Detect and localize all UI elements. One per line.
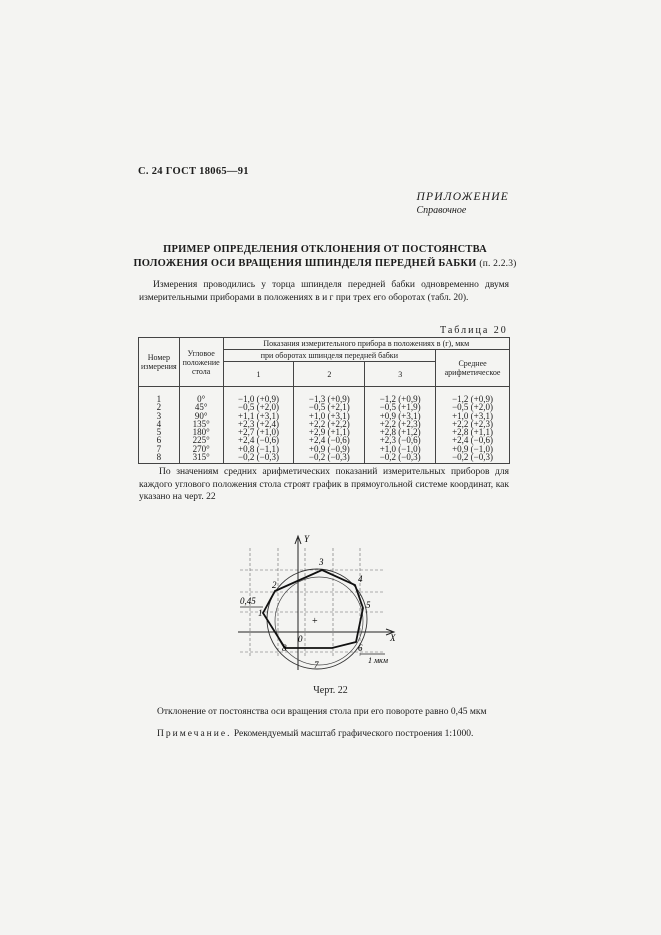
table-cell-n: 3: [139, 412, 180, 420]
table-cell-c3: +0,9 (+3,1): [365, 412, 436, 420]
header-col2: 2: [294, 362, 365, 387]
section-title: [130, 243, 520, 271]
table-cell-n: 5: [139, 428, 180, 436]
note-label: Примечание.: [157, 729, 232, 739]
table-cell-c3: −0,2 (−0,3): [365, 453, 436, 464]
table-cell-avg: −0,2 (−0,3): [436, 453, 510, 464]
section-title-line2-text: ПОЛОЖЕНИЯ ОСИ ВРАЩЕНИЯ ШПИНДЕЛЯ ПЕРЕДНЕЙ БАБКИ: [133, 258, 477, 269]
figure-caption: Черт. 22: [313, 685, 348, 696]
table-cell-c2: −1,3 (+0,9): [294, 387, 365, 404]
header-group: Показания измерительного прибора в положениях в (г), мкм: [223, 338, 509, 350]
chart-intro-paragraph: По значениям средних арифметических показаний измерительных приборов для каждого углового положения стола строят график в прямоугольной системе координат, как указано на черт. 22: [139, 467, 509, 502]
header-col1: 1: [223, 362, 294, 387]
table-cell-c1: +2,3 (+2,4): [223, 420, 294, 428]
table-cell-avg: +1,0 (+3,1): [436, 412, 510, 420]
table-cell-n: 1: [139, 387, 180, 404]
table-cell-avg: +0,9 (−1,0): [436, 445, 510, 453]
table-label: Таблица 20: [440, 325, 508, 336]
axis-y-label: Y: [304, 534, 310, 544]
page-header: С. 24 ГОСТ 18065—91: [138, 166, 249, 177]
table-cell-c2: −0,5 (+2,1): [294, 403, 365, 411]
table-cell-c3: −1,2 (+0,9): [365, 387, 436, 404]
appendix-block: [417, 191, 509, 216]
axis-x-label: X: [390, 633, 396, 643]
table-cell-a: 180°: [179, 428, 223, 436]
section-title-line2: [130, 257, 520, 271]
table-cell-c3: +2,3 (−0,6): [365, 436, 436, 444]
table-row: [139, 453, 510, 464]
table-cell-a: 45°: [179, 403, 223, 411]
point-label: 1: [258, 608, 263, 618]
conclusion-paragraph: Отклонение от постоянства оси вращения стола при его повороте равно 0,45 мкм: [157, 707, 487, 717]
table-cell-c3: −0,5 (+1,9): [365, 403, 436, 411]
point-label: 8: [282, 643, 287, 653]
header-col3: 3: [365, 362, 436, 387]
table-cell-n: 6: [139, 436, 180, 444]
inner-circle: [275, 577, 363, 665]
table-cell-c2: +2,9 (+1,1): [294, 428, 365, 436]
header-average: Среднее арифметическое: [436, 350, 510, 387]
header-number: Номер измерения: [139, 338, 180, 387]
table-row: [139, 387, 510, 404]
table-cell-avg: +2,2 (+2,3): [436, 420, 510, 428]
point-label: 6: [358, 643, 363, 653]
table-cell-c1: −0,5 (+2,0): [223, 403, 294, 411]
table-cell-n: 8: [139, 453, 180, 464]
table-cell-c1: +1,1 (+3,1): [223, 412, 294, 420]
table-cell-c1: +2,7 (+1,0): [223, 428, 294, 436]
scale-label: 1 мкм: [368, 656, 388, 665]
table-cell-c2: +1,0 (+3,1): [294, 412, 365, 420]
table-cell-n: 2: [139, 403, 180, 411]
header-angle: Угловое положение стола: [179, 338, 223, 387]
table-cell-a: 135°: [179, 420, 223, 428]
point-label: 7: [314, 660, 319, 670]
point-label: 2: [272, 580, 277, 590]
table-cell-c3: +2,8 (+1,2): [365, 428, 436, 436]
table-cell-a: 225°: [179, 436, 223, 444]
intro-paragraph: Измерения проводились у торца шпинделя передней бабки одновременно двумя измерительными приборами в положениях в и г при трех его оборотах (табл. 20).: [139, 280, 509, 303]
table-cell-n: 7: [139, 445, 180, 453]
table-cell-n: 4: [139, 420, 180, 428]
header-sub: при оборотах шпинделя передней бабки: [223, 350, 436, 362]
table-cell-c2: +0,9 (−0,9): [294, 445, 365, 453]
appendix-title: ПРИЛОЖЕНИЕ: [416, 191, 509, 203]
table-cell-c3: +1,0 (−1,0): [365, 445, 436, 453]
measurements-table: [138, 337, 510, 464]
note-paragraph: [139, 728, 509, 741]
table-cell-avg: +2,4 (−0,6): [436, 436, 510, 444]
origin-label: 0: [298, 634, 303, 644]
note-text: Рекомендуемый масштаб графического построения 1:1000.: [233, 729, 474, 739]
section-title-ref: (п. 2.2.3): [479, 259, 517, 269]
table-cell-c1: +2,4 (−0,6): [223, 436, 294, 444]
point-label: 5: [366, 600, 371, 610]
table-cell-a: 315°: [179, 453, 223, 464]
table-cell-c1: −1,0 (+0,9): [223, 387, 294, 404]
section-title-line1: ПРИМЕР ОПРЕДЕЛЕНИЯ ОТКЛОНЕНИЯ ОТ ПОСТОЯНСТВА: [163, 244, 487, 255]
table-cell-c2: +2,4 (−0,6): [294, 436, 365, 444]
point-label: 4: [358, 574, 363, 584]
table-cell-a: 0°: [179, 387, 223, 404]
table-cell-c1: −0,2 (−0,3): [223, 453, 294, 464]
table-cell-a: 270°: [179, 445, 223, 453]
table-cell-c3: +2,2 (+2,3): [365, 420, 436, 428]
table-cell-a: 90°: [179, 412, 223, 420]
table-cell-c1: +0,8 (−1,1): [223, 445, 294, 453]
table-cell-c2: +2,2 (+2,2): [294, 420, 365, 428]
point-label: 3: [319, 557, 324, 567]
table-cell-avg: +2,8 (+1,1): [436, 428, 510, 436]
table-body: [139, 387, 510, 464]
polar-chart: [230, 530, 420, 680]
table-cell-avg: −1,2 (+0,9): [436, 387, 510, 404]
appendix-subtitle: Справочное: [416, 205, 467, 216]
center-cross: +: [312, 616, 318, 627]
deviation-label: 0,45: [240, 596, 256, 606]
table-cell-avg: −0,5 (+2,0): [436, 403, 510, 411]
table-cell-c2: −0,2 (−0,3): [294, 453, 365, 464]
